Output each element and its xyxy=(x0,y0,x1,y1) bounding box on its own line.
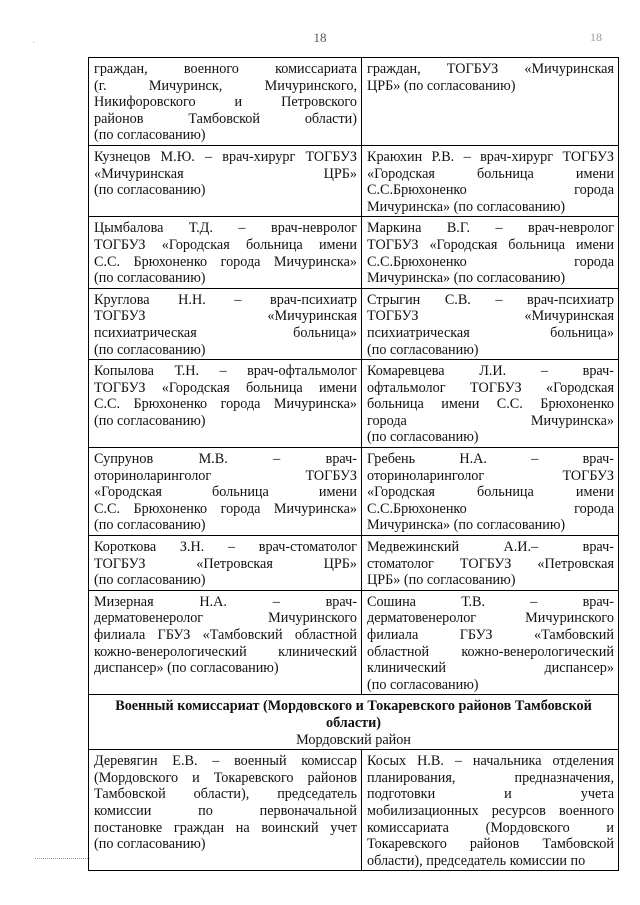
section-header xyxy=(89,695,619,750)
cell-line: Маркина В.Г. – врач-невролог xyxy=(367,220,614,237)
left-cell xyxy=(89,217,362,288)
cell-line: больница имени С.С. Брюхоненко xyxy=(367,396,614,413)
cell-line: С.С.Брюхоненко города xyxy=(367,500,614,517)
section-header-row xyxy=(89,695,619,750)
left-cell xyxy=(89,536,362,591)
cell-line: оториноларинголог ТОГБУЗ xyxy=(367,467,614,484)
cell-line: комиссии по первоначальной xyxy=(94,802,357,819)
table-row xyxy=(89,536,619,591)
cell-line: С.С. Брюхоненко города Мичуринска» xyxy=(94,253,357,270)
cell-line: (по согласованию) xyxy=(367,429,479,446)
cell-line: Сошина Т.В. – врач- xyxy=(367,593,614,610)
right-cell xyxy=(362,750,619,871)
right-cell xyxy=(362,360,619,448)
cell-line: Косых Н.В. – начальника отделения xyxy=(367,753,614,770)
cell-line: Комаревцева Л.И. – врач- xyxy=(367,363,614,380)
cell-line: (по согласованию) xyxy=(94,836,206,853)
cell-line: «Городская больница имени xyxy=(94,484,357,501)
left-cell xyxy=(89,750,362,871)
left-cell xyxy=(89,360,362,448)
cell-line: клинический диспансер» xyxy=(367,660,614,677)
cell-line: (по согласованию) xyxy=(367,341,479,358)
right-cell xyxy=(362,288,619,359)
scan-artifact-line xyxy=(35,858,90,860)
left-cell xyxy=(89,590,362,695)
corner-page-number: 18 xyxy=(590,30,602,44)
cell-line: Мизерная Н.А. – врач- xyxy=(94,593,357,610)
cell-line: Тамбовской области), председатель xyxy=(94,786,357,803)
cell-line: комиссариата (Мордовского и xyxy=(367,819,614,836)
cell-line: граждан, военного комиссариата xyxy=(94,61,357,77)
table-row xyxy=(89,217,619,288)
right-cell xyxy=(362,590,619,695)
cell-line: Супрунов М.В. – врач- xyxy=(94,451,357,468)
cell-line: дерматовенеролог Мичуринского xyxy=(367,610,614,627)
cell-line: Краюхин Р.В. – врач-хирург ТОГБУЗ xyxy=(367,148,614,165)
cell-line: стоматолог ТОГБУЗ «Петровская xyxy=(367,555,614,572)
cell-line: планирования, предназначения, xyxy=(367,769,614,786)
cell-line: Мичуринска» (по согласованию) xyxy=(367,198,566,215)
cell-line: (по согласованию) xyxy=(94,270,206,287)
table-row xyxy=(89,145,619,216)
cell-line: Деревягин Е.В. – военный комиссар xyxy=(94,753,357,770)
cell-line: Мичуринска» (по согласованию) xyxy=(367,270,566,287)
page-number: 18 xyxy=(313,30,327,45)
section-title-line: Военный комиссариат (Мордовского и Токаревского районов Тамбовской xyxy=(115,698,592,715)
cell-line: «Городская больница имени xyxy=(367,484,614,501)
left-cell xyxy=(89,448,362,536)
cell-line: психиатрическая больница» xyxy=(94,324,357,341)
table-row xyxy=(89,288,619,359)
cell-line: Короткова З.Н. – врач-стоматолог xyxy=(94,539,357,556)
cell-line: Копылова Т.Н. – врач-офтальмолог xyxy=(94,363,357,380)
left-cell xyxy=(89,58,362,146)
right-cell xyxy=(362,58,619,146)
cell-line: ТОГБУЗ «Мичуринская xyxy=(94,308,357,325)
cell-line: «Городская больница имени xyxy=(367,165,614,182)
table-row xyxy=(89,58,619,146)
cell-line: ТОГБУЗ «Городская больница имени xyxy=(367,236,614,253)
cell-line: Токаревского районов Тамбовской xyxy=(367,836,614,853)
cell-line: Мичуринска» (по согласованию) xyxy=(367,517,566,534)
cell-line: С.С. Брюхоненко города Мичуринска» xyxy=(94,500,357,517)
cell-line: ЦРБ» (по согласованию) xyxy=(367,77,516,94)
cell-line: С.С.Брюхоненко города xyxy=(367,182,614,199)
cell-line: Цымбалова Т.Д. – врач-невролог xyxy=(94,220,357,237)
cell-line: (Мордовского и Токаревского районов xyxy=(94,769,357,786)
table-row xyxy=(89,750,619,871)
cell-line: районов Тамбовской области) xyxy=(94,110,357,127)
cell-line: (по согласованию) xyxy=(94,127,206,144)
right-cell xyxy=(362,217,619,288)
cell-line: постановке граждан на воинский учет xyxy=(94,819,357,836)
cell-line: Медвежинский А.И.– врач- xyxy=(367,539,614,556)
cell-line: (по согласованию) xyxy=(367,676,479,693)
right-cell xyxy=(362,448,619,536)
cell-line: ТОГБУЗ «Мичуринская xyxy=(367,308,614,325)
table-row xyxy=(89,448,619,536)
right-cell xyxy=(362,145,619,216)
cell-line: «Мичуринская ЦРБ» xyxy=(94,165,357,182)
left-cell xyxy=(89,288,362,359)
cell-line: (г. Мичуринск, Мичуринского, xyxy=(94,77,357,94)
cell-line: офтальмолог ТОГБУЗ «Городская xyxy=(367,379,614,396)
scan-edge-mark: · xyxy=(32,38,36,49)
section-subtitle: Мордовский район xyxy=(296,731,411,748)
right-cell xyxy=(362,536,619,591)
cell-line: ТОГБУЗ «Петровская ЦРБ» xyxy=(94,555,357,572)
cell-line: филиала ГБУЗ «Тамбовский областной xyxy=(94,627,357,643)
cell-line: кожно-венерологический клинический xyxy=(94,643,357,660)
cell-line: ЦРБ» (по согласованию) xyxy=(367,572,516,589)
cell-line: граждан, ТОГБУЗ «Мичуринская xyxy=(367,61,614,77)
cell-line: подготовки и учета xyxy=(367,786,614,803)
cell-line: диспансер» (по согласованию) xyxy=(94,660,279,677)
cell-line: С.С.Брюхоненко города xyxy=(367,253,614,270)
cell-line: дерматовенеролог Мичуринского xyxy=(94,610,357,627)
cell-line: С.С. Брюхоненко города Мичуринска» xyxy=(94,396,357,413)
cell-line: (по согласованию) xyxy=(94,572,206,589)
cell-line: ТОГБУЗ «Городская больница имени xyxy=(94,379,357,396)
cell-line: областной кожно-венерологический xyxy=(367,643,614,660)
cell-line: Стрыгин С.В. – врач-психиатр xyxy=(367,291,614,308)
cell-line: оториноларинголог ТОГБУЗ xyxy=(94,467,357,484)
cell-line: мобилизационных ресурсов военного xyxy=(367,802,614,819)
cell-line: области), председатель комиссии по xyxy=(367,852,586,869)
cell-line: (по согласованию) xyxy=(94,517,206,534)
table-row xyxy=(89,360,619,448)
cell-line: (по согласованию) xyxy=(94,182,206,199)
cell-line: Кузнецов М.Ю. – врач-хирург ТОГБУЗ xyxy=(94,148,357,165)
section-title-line: области) xyxy=(325,714,382,731)
cell-line: города Мичуринска» xyxy=(367,412,614,429)
table-row xyxy=(89,590,619,695)
cell-line: (по согласованию) xyxy=(94,412,206,429)
cell-line: филиала ГБУЗ «Тамбовский xyxy=(367,627,614,643)
cell-line: Никифоровского и Петровского xyxy=(94,94,357,111)
cell-line: (по согласованию) xyxy=(94,341,206,358)
left-cell xyxy=(89,145,362,216)
commission-table xyxy=(88,57,619,871)
cell-line: психиатрическая больница» xyxy=(367,324,614,341)
cell-line: ТОГБУЗ «Городская больница имени xyxy=(94,236,357,253)
cell-line: Гребень Н.А. – врач- xyxy=(367,451,614,468)
cell-line: Круглова Н.Н. – врач-психиатр xyxy=(94,291,357,308)
